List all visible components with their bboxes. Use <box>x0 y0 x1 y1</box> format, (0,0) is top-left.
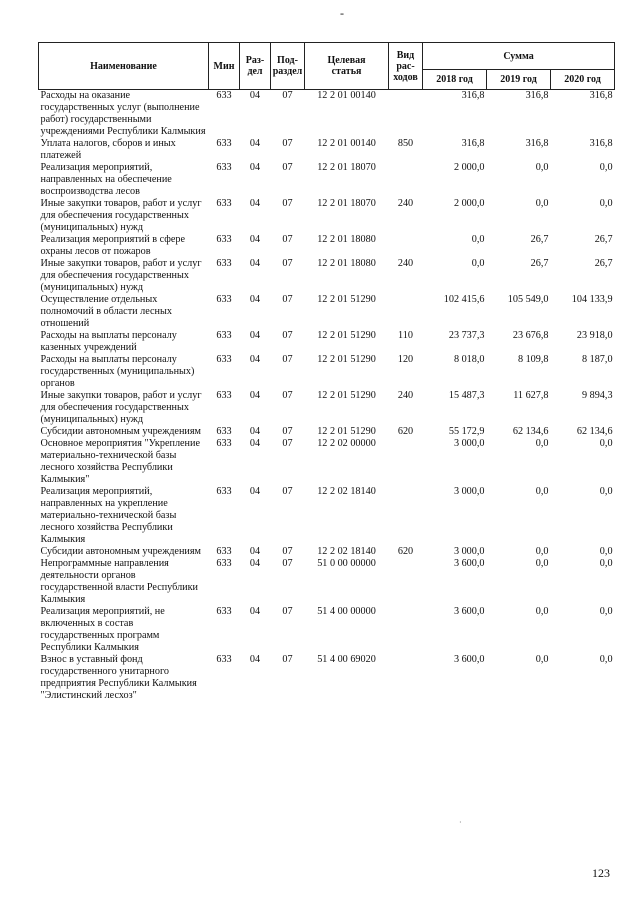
row-vid <box>389 90 423 139</box>
row-2020: 0,0 <box>599 558 613 569</box>
row-2019: 0,0 <box>535 546 549 557</box>
row-2020: 62 134,6 <box>576 426 613 437</box>
row-2019: 0,0 <box>535 486 549 497</box>
table-row <box>39 330 615 354</box>
row-2019: 316,8 <box>525 90 549 101</box>
row-min: 633 <box>216 426 232 437</box>
row-target: 12 2 02 00000 <box>317 438 376 449</box>
row-podrazdel: 07 <box>282 438 293 449</box>
row-vid <box>389 558 423 606</box>
table-body <box>39 90 615 703</box>
table-row <box>39 654 615 702</box>
row-2020: 26,7 <box>594 234 613 245</box>
row-podrazdel: 07 <box>282 330 293 341</box>
row-2020: 8 187,0 <box>581 354 613 365</box>
row-podrazdel: 07 <box>282 258 293 269</box>
row-vid: 850 <box>397 138 414 149</box>
row-2018: 0,0 <box>471 234 485 245</box>
row-2019: 8 109,8 <box>517 354 549 365</box>
row-vid: 240 <box>397 258 414 269</box>
row-target: 12 2 01 00140 <box>317 138 376 149</box>
row-target: 12 2 01 18080 <box>317 258 376 269</box>
row-2018: 0,0 <box>471 258 485 269</box>
row-name: Иные закупки товаров, работ и услуг для обеспечения государственных (муниципальных) нужд <box>40 198 202 233</box>
row-podrazdel: 07 <box>282 162 293 173</box>
row-2019: 105 549,0 <box>507 294 549 305</box>
row-2020: 0,0 <box>599 438 613 449</box>
row-target: 51 4 00 69020 <box>317 654 376 665</box>
row-2019: 23 676,8 <box>512 330 549 341</box>
row-2019: 0,0 <box>535 606 549 617</box>
row-min: 633 <box>216 162 232 173</box>
header-summa: Сумма <box>423 43 615 70</box>
row-2019: 0,0 <box>535 558 549 569</box>
row-min: 633 <box>216 138 232 149</box>
table-row <box>39 546 615 558</box>
row-2020: 316,8 <box>589 90 613 101</box>
row-razdel: 04 <box>249 426 261 437</box>
row-target: 12 2 01 00140 <box>317 90 376 101</box>
row-vid: 240 <box>397 198 414 209</box>
row-vid <box>389 294 423 330</box>
row-2020: 104 133,9 <box>571 294 613 305</box>
row-2018: 3 000,0 <box>453 546 485 557</box>
row-name: Основное мероприятия "Укрепление материально-технической базы лесного хозяйства Республики Калмыкия" <box>40 438 200 485</box>
table-row <box>39 198 615 234</box>
row-razdel: 04 <box>249 654 261 665</box>
row-name: Реализация мероприятий, направленных на укрепление материально-технической базы лесного хозяйства Республики Калмыкия <box>40 486 177 545</box>
row-2020: 0,0 <box>599 606 613 617</box>
row-min: 633 <box>216 654 232 665</box>
row-podrazdel: 07 <box>282 426 293 437</box>
header-2018: 2018 год <box>423 70 487 90</box>
row-name: Уплата налогов, сборов и иных платежей <box>40 138 176 161</box>
row-razdel: 04 <box>249 438 261 449</box>
row-2019: 0,0 <box>535 654 549 665</box>
row-podrazdel: 07 <box>282 198 293 209</box>
row-2018: 3 000,0 <box>453 486 485 497</box>
row-min: 633 <box>216 390 232 401</box>
header-name: Наименование <box>39 43 209 90</box>
row-2019: 0,0 <box>535 438 549 449</box>
row-name: Осуществление отдельных полномочий в области лесных отношений <box>40 294 172 329</box>
row-2018: 3 600,0 <box>453 654 485 665</box>
row-2020: 0,0 <box>599 546 613 557</box>
row-razdel: 04 <box>249 390 261 401</box>
row-vid <box>389 234 423 258</box>
row-target: 12 2 02 18140 <box>317 486 376 497</box>
row-target: 12 2 01 51290 <box>317 354 376 365</box>
row-podrazdel: 07 <box>282 558 293 569</box>
row-razdel: 04 <box>249 138 261 149</box>
row-name: Иные закупки товаров, работ и услуг для обеспечения государственных (муниципальных) нужд <box>40 258 202 293</box>
row-2019: 0,0 <box>535 198 549 209</box>
row-name: Расходы на выплаты персоналу казенных учреждений <box>40 330 177 353</box>
row-vid <box>389 162 423 198</box>
row-2019: 11 627,8 <box>513 390 549 401</box>
row-2019: 316,8 <box>525 138 549 149</box>
row-vid: 620 <box>397 546 414 557</box>
row-2020: 316,8 <box>589 138 613 149</box>
row-razdel: 04 <box>249 546 261 557</box>
row-vid: 120 <box>397 354 414 365</box>
table-row <box>39 162 615 198</box>
row-razdel: 04 <box>249 198 261 209</box>
row-target: 12 2 01 51290 <box>317 330 376 341</box>
header-razdel: Раз- дел <box>240 43 271 90</box>
row-podrazdel: 07 <box>282 486 293 497</box>
row-2018: 15 487,3 <box>448 390 485 401</box>
table-row <box>39 354 615 390</box>
row-podrazdel: 07 <box>282 606 293 617</box>
header-podrazdel: Под- раздел <box>271 43 305 90</box>
header-min: Мин <box>209 43 240 90</box>
page-number: 123 <box>592 866 610 880</box>
row-vid: 240 <box>397 390 414 401</box>
row-2018: 316,8 <box>461 90 485 101</box>
row-razdel: 04 <box>249 234 261 245</box>
header-target: Целевая статья <box>305 43 389 90</box>
table-row <box>39 486 615 546</box>
row-vid: 620 <box>397 426 414 437</box>
row-2018: 3 600,0 <box>453 558 485 569</box>
row-min: 633 <box>216 234 232 245</box>
scan-dot: · <box>459 818 462 827</box>
row-razdel: 04 <box>249 90 261 101</box>
row-target: 12 2 01 51290 <box>317 294 376 305</box>
row-min: 633 <box>216 438 232 449</box>
table-row <box>39 294 615 330</box>
row-2018: 2 000,0 <box>453 162 485 173</box>
header-2020: 2020 год <box>551 70 615 90</box>
row-2018: 55 172,9 <box>448 426 485 437</box>
row-min: 633 <box>216 198 232 209</box>
row-vid <box>389 606 423 654</box>
table-row <box>39 90 615 139</box>
row-target: 12 2 01 18080 <box>317 234 376 245</box>
row-vid <box>389 654 423 702</box>
row-razdel: 04 <box>249 258 261 269</box>
row-2019: 0,0 <box>535 162 549 173</box>
row-podrazdel: 07 <box>282 294 293 305</box>
row-name: Субсидии автономным учреждениям <box>40 546 201 557</box>
row-podrazdel: 07 <box>282 90 293 101</box>
row-2018: 8 018,0 <box>453 354 485 365</box>
row-2019: 26,7 <box>530 234 549 245</box>
row-min: 633 <box>216 606 232 617</box>
row-2020: 26,7 <box>594 258 613 269</box>
row-name: Реализация мероприятий, направленных на обеспечение воспроизводства лесов <box>40 162 172 197</box>
row-min: 633 <box>216 486 232 497</box>
header-2019: 2019 год <box>487 70 551 90</box>
row-vid <box>389 486 423 546</box>
table-row <box>39 426 615 438</box>
top-mark: - <box>340 6 344 20</box>
row-2018: 3 600,0 <box>453 606 485 617</box>
row-razdel: 04 <box>249 294 261 305</box>
row-name: Взнос в уставный фонд государственного унитарного предприятия Республики Калмыкия "Элистинский лесхоз" <box>40 654 197 701</box>
table-row <box>39 138 615 162</box>
row-target: 12 2 01 18070 <box>317 198 376 209</box>
row-target: 51 0 00 00000 <box>317 558 376 569</box>
row-target: 12 2 01 18070 <box>317 162 376 173</box>
row-2019: 62 134,6 <box>512 426 549 437</box>
row-podrazdel: 07 <box>282 354 293 365</box>
row-2020: 0,0 <box>599 486 613 497</box>
row-2020: 23 918,0 <box>576 330 613 341</box>
row-vid <box>389 438 423 486</box>
row-podrazdel: 07 <box>282 390 293 401</box>
row-target: 12 2 01 51290 <box>317 426 376 437</box>
row-podrazdel: 07 <box>282 138 293 149</box>
row-min: 633 <box>216 546 232 557</box>
row-name: Реализация мероприятий в сфере охраны лесов от пожаров <box>40 234 185 257</box>
row-2018: 3 000,0 <box>453 438 485 449</box>
row-razdel: 04 <box>249 162 261 173</box>
row-razdel: 04 <box>249 606 261 617</box>
budget-table <box>38 42 615 702</box>
row-target: 51 4 00 00000 <box>317 606 376 617</box>
row-2018: 316,8 <box>461 138 485 149</box>
table-row <box>39 558 615 606</box>
row-name: Иные закупки товаров, работ и услуг для обеспечения государственных (муниципальных) нужд <box>40 390 202 425</box>
row-2018: 102 415,6 <box>443 294 485 305</box>
row-2020: 0,0 <box>599 198 613 209</box>
row-podrazdel: 07 <box>282 546 293 557</box>
row-razdel: 04 <box>249 558 261 569</box>
row-2020: 9 894,3 <box>581 390 613 401</box>
row-min: 633 <box>216 354 232 365</box>
table-row <box>39 390 615 426</box>
row-min: 633 <box>216 294 232 305</box>
row-min: 633 <box>216 558 232 569</box>
table-row <box>39 438 615 486</box>
row-2018: 23 737,3 <box>448 330 485 341</box>
row-min: 633 <box>216 90 232 101</box>
row-2020: 0,0 <box>599 162 613 173</box>
row-2019: 26,7 <box>530 258 549 269</box>
row-razdel: 04 <box>249 486 261 497</box>
row-name: Непрограммные направления деятельности органов государственной власти Республики Калмыкия <box>40 558 199 605</box>
row-podrazdel: 07 <box>282 654 293 665</box>
row-name: Реализация мероприятий, не включенных в состав государственных программ Республики Калмыкия <box>40 606 165 653</box>
row-name: Субсидии автономным учреждениям <box>40 426 201 437</box>
row-name: Расходы на выплаты персоналу государственных (муниципальных) органов <box>40 354 195 389</box>
header-vid: Вид рас- ходов <box>389 43 423 90</box>
row-min: 633 <box>216 258 232 269</box>
row-target: 12 2 02 18140 <box>317 546 376 557</box>
table-row <box>39 234 615 258</box>
row-podrazdel: 07 <box>282 234 293 245</box>
row-min: 633 <box>216 330 232 341</box>
table-row <box>39 258 615 294</box>
row-razdel: 04 <box>249 354 261 365</box>
row-vid: 110 <box>398 330 413 341</box>
row-target: 12 2 01 51290 <box>317 390 376 401</box>
table-row <box>39 606 615 654</box>
row-2020: 0,0 <box>599 654 613 665</box>
row-2018: 2 000,0 <box>453 198 485 209</box>
row-razdel: 04 <box>249 330 261 341</box>
row-name: Расходы на оказание государственных услуг (выполнение работ) государственными учреждениями Республики Калмыкия <box>40 90 206 137</box>
